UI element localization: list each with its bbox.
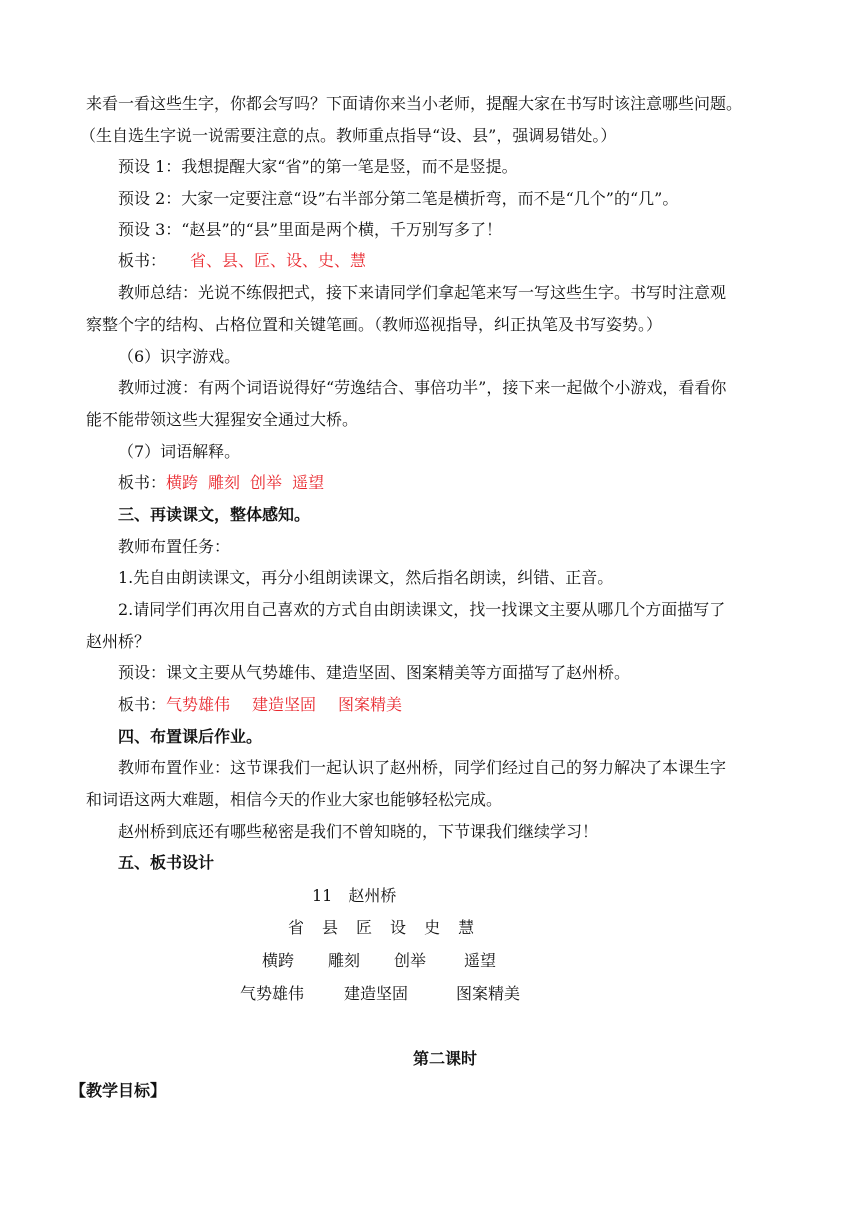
section-heading-4: 四、布置课后作业。 <box>118 727 263 746</box>
transition-line: 教师过渡：有两个词语说得好“劳逸结合、事倍功半”，接下来一起做个小游戏，看看你 <box>118 378 727 397</box>
summary-line: 教师总结：光说不练假把式，接下来请同学们拿起笔来写一写这些生字。书写时注意观 <box>118 283 727 302</box>
board-label: 板书： <box>118 473 167 492</box>
design-char: 设 <box>390 918 407 937</box>
board-note-1 <box>118 251 366 271</box>
paragraph-line: （生自选生字说一说需要注意的点。教师重点指导“设、县”，强调易错处。） <box>80 126 617 145</box>
preset-1: 预设 1：我想提醒大家“省”的第一笔是竖，而不是竖提。 <box>118 157 518 176</box>
board-note-2 <box>118 473 324 493</box>
design-char: 匠 <box>356 918 373 937</box>
homework-line: 教师布置作业：这节课我们一起认识了赵州桥，同学们经过自己的努力解决了本课生字 <box>118 758 727 777</box>
design-characters <box>288 918 474 938</box>
board-characters: 省、县、匠、设、史、慧 <box>190 251 367 270</box>
design-phrase: 建造坚固 <box>344 984 409 1003</box>
design-word: 创举 <box>394 951 427 970</box>
objectives-heading: 【教学目标】 <box>70 1081 167 1100</box>
preset-4: 预设：课文主要从气势雄伟、建造坚固、图案精美等方面描写了赵州桥。 <box>118 663 631 682</box>
homework-line: 和词语这两大难题，相信今天的作业大家也能够轻松完成。 <box>86 790 503 809</box>
board-word: 横跨 <box>166 473 199 492</box>
section-heading-3: 三、再读课文，整体感知。 <box>118 505 311 524</box>
lesson-heading: 第二课时 <box>413 1049 478 1068</box>
board-label: 板书： <box>118 695 167 714</box>
design-word: 遥望 <box>464 951 497 970</box>
summary-line: 察整个字的结构、占格位置和关键笔画。（教师巡视指导，纠正执笔及书写姿势。） <box>86 315 663 334</box>
design-word: 横跨 <box>262 951 295 970</box>
board-word: 雕刻 <box>208 473 241 492</box>
board-phrase: 建造坚固 <box>252 695 317 714</box>
closing-line: 赵州桥到底还有哪些秘密是我们不曾知晓的，下节课我们继续学习！ <box>118 822 599 841</box>
preset-3: 预设 3：“赵县”的“县”里面是两个横，千万别写多了！ <box>118 220 502 239</box>
board-phrase: 图案精美 <box>338 695 403 714</box>
transition-line: 能不能带领这些大猩猩安全通过大桥。 <box>86 410 359 429</box>
step-7: （7）词语解释。 <box>118 442 241 461</box>
board-label: 板书： <box>118 251 167 270</box>
section-heading-5: 五、板书设计 <box>118 853 215 872</box>
design-word: 雕刻 <box>328 951 361 970</box>
board-note-3 <box>118 695 402 715</box>
task-1: 1.先自由朗读课文，再分小组朗读课文，然后指名朗读，纠错、正音。 <box>118 568 614 587</box>
task-2-line: 2.请同学们再次用自己喜欢的方式自由朗读课文，找一找课文主要从哪几个方面描写了 <box>118 600 726 619</box>
design-phrase: 图案精美 <box>456 984 521 1003</box>
design-phrase: 气势雄伟 <box>240 984 305 1003</box>
design-char: 省 <box>288 918 305 937</box>
board-word: 遥望 <box>292 473 325 492</box>
task-2-line: 赵州桥？ <box>86 632 151 651</box>
task-intro: 教师布置任务： <box>118 537 231 556</box>
board-word: 创举 <box>250 473 283 492</box>
design-char: 县 <box>322 918 339 937</box>
design-char: 史 <box>424 918 441 937</box>
paragraph-line: 来看一看这些生字，你都会写吗？下面请你来当小老师，提醒大家在书写时该注意哪些问题。 <box>86 94 743 113</box>
board-phrase: 气势雄伟 <box>166 695 231 714</box>
step-6: （6）识字游戏。 <box>118 347 241 366</box>
design-title: 11 赵州桥 <box>312 886 397 905</box>
preset-2: 预设 2：大家一定要注意“设”右半部分第二笔是横折弯，而不是“几个”的“几”。 <box>118 189 679 208</box>
design-words <box>262 951 496 971</box>
design-char: 慧 <box>458 918 475 937</box>
design-phrases <box>240 984 520 1004</box>
